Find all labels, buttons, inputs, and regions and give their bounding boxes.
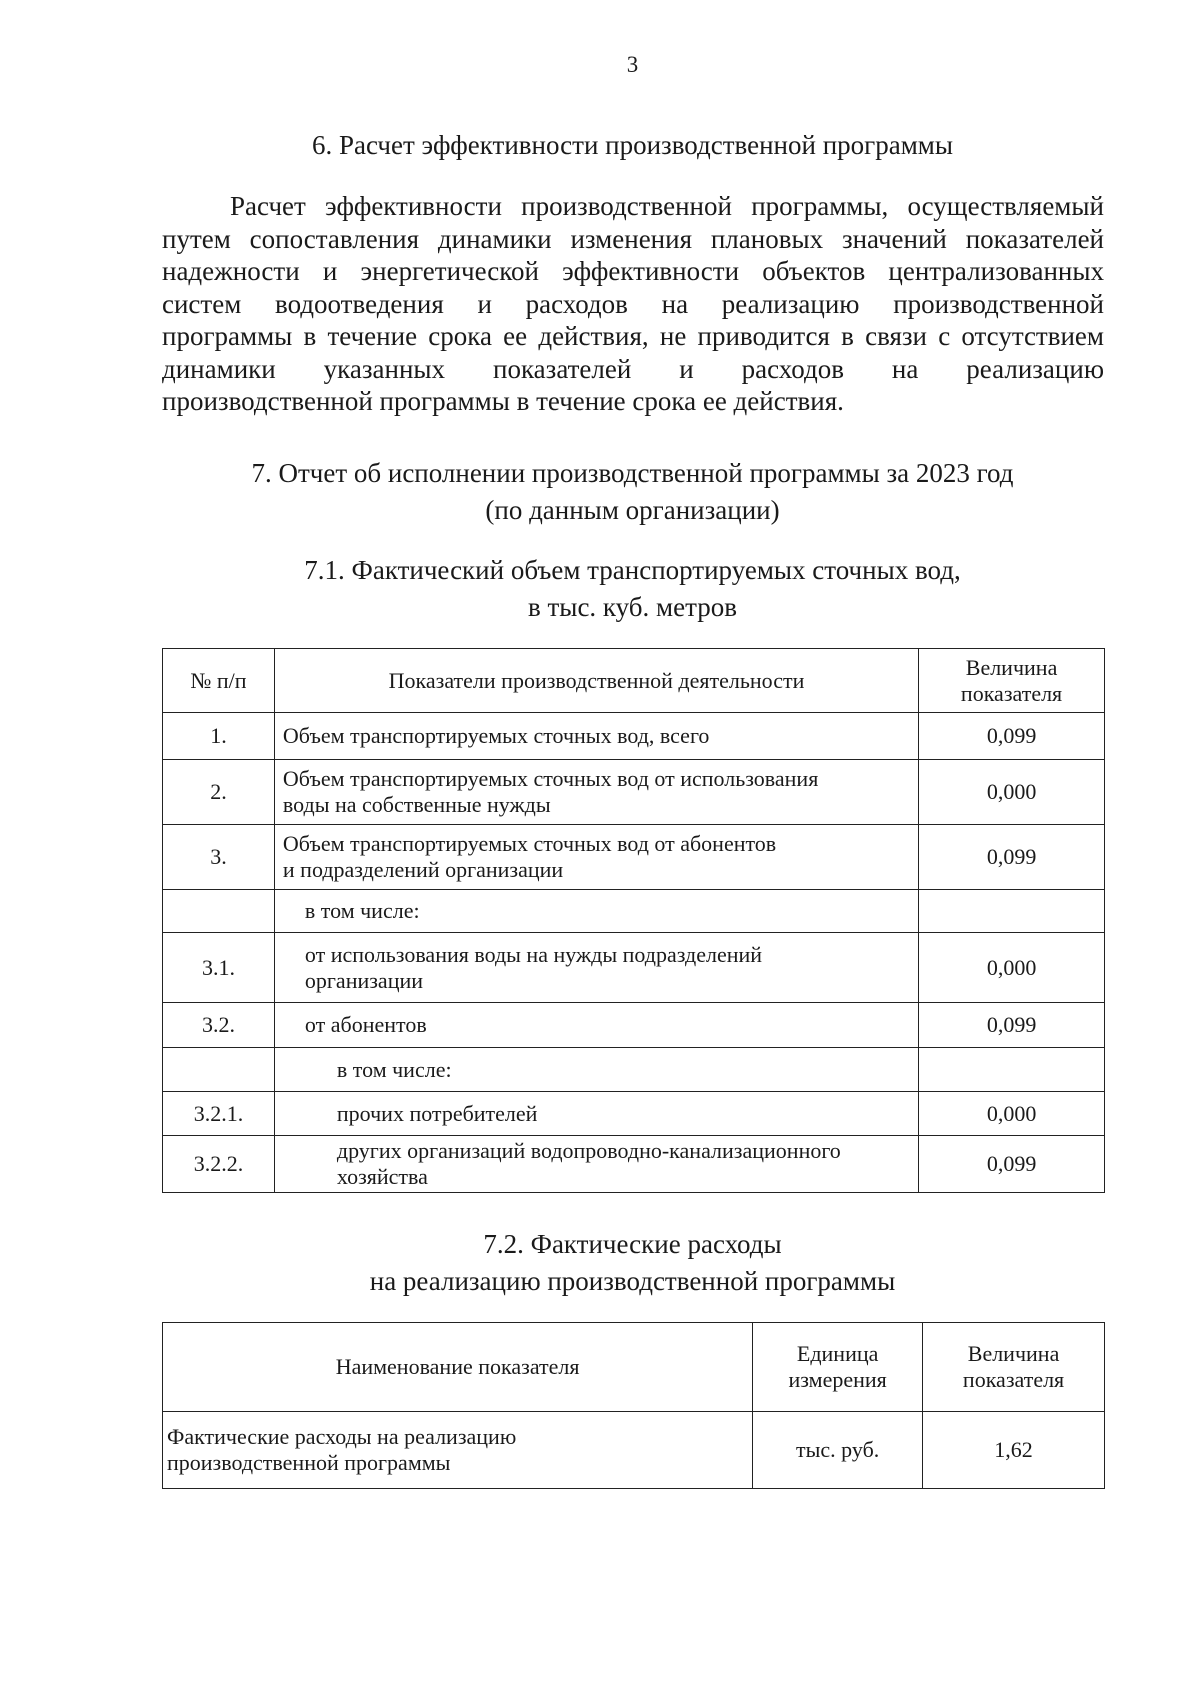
table-row <box>163 933 1105 1003</box>
header-value: Величина показателя <box>923 1323 1105 1412</box>
paragraph-line: надежности и энергетической эффективности объектов централизованных <box>162 256 1104 286</box>
row-unit: тыс. руб. <box>753 1412 923 1489</box>
volume-table <box>162 648 1105 1193</box>
section-7-1-title-line2: в тыс. куб. метров <box>528 592 737 622</box>
table-row <box>163 760 1105 825</box>
costs-table <box>162 1322 1105 1489</box>
section-7-2-title <box>0 1226 1200 1300</box>
row-num: 2. <box>163 760 275 825</box>
paragraph-line: Расчет эффективности производственной программы, осуществляемый <box>230 191 1104 221</box>
paragraph-line: систем водоотведения и расходов на реализацию производственной <box>162 288 1104 319</box>
table-row <box>163 1136 1105 1193</box>
row-value <box>919 1048 1105 1092</box>
section-7-1-title-line1: 7.1. Фактический объем транспортируемых сточных вод, <box>304 555 961 585</box>
row-num: 3.2.2. <box>163 1136 275 1193</box>
row-label: от использования воды на нужды подразделений организации <box>274 933 918 1003</box>
row-label: Объем транспортируемых сточных вод от использования воды на собственные нужды <box>274 760 918 825</box>
row-num: 3.2. <box>163 1003 275 1048</box>
row-num: 3. <box>163 825 275 890</box>
section-7-title-line2: (по данным организации) <box>485 495 780 525</box>
table-row <box>163 825 1105 890</box>
table-row <box>163 713 1105 760</box>
header-name: Наименование показателя <box>163 1323 753 1412</box>
header-num: № п/п <box>163 649 275 713</box>
paragraph-line: динамики указанных показателей и расходов на реализацию <box>162 353 1104 384</box>
table-row <box>163 1048 1105 1092</box>
table-header-row <box>163 649 1105 713</box>
row-label: от абонентов <box>274 1003 918 1048</box>
table-header-row <box>163 1323 1105 1412</box>
row-label: Объем транспортируемых сточных вод, всего <box>274 713 918 760</box>
table-row <box>163 1412 1105 1489</box>
row-value: 0,099 <box>919 713 1105 760</box>
row-value: 0,099 <box>919 1003 1105 1048</box>
table-row <box>163 890 1105 933</box>
row-num: 3.1. <box>163 933 275 1003</box>
section-7-title-line1: 7. Отчет об исполнении производственной программы за 2023 год <box>251 458 1014 488</box>
row-num: 1. <box>163 713 275 760</box>
row-label: Объем транспортируемых сточных вод от абонентов и подразделений организации <box>274 825 918 890</box>
paragraph-line: программы в течение срока ее действия, не приводится в связи с отсутствием <box>162 321 1104 351</box>
section-6-title: 6. Расчет эффективности производственной программы <box>311 130 954 160</box>
section-6-paragraph <box>162 190 1104 418</box>
row-label: в том числе: <box>274 890 918 933</box>
row-value <box>919 890 1105 933</box>
header-value: Величина показателя <box>919 649 1105 713</box>
row-value: 0,099 <box>919 1136 1105 1193</box>
row-label: других организаций водопроводно-канализационного хозяйства <box>274 1136 918 1193</box>
section-7-1-title <box>0 552 1200 626</box>
section-7-2-title-line1: 7.2. Фактические расходы <box>483 1229 782 1259</box>
paragraph-line: путем сопоставления динамики изменения плановых значений показателей <box>162 223 1104 254</box>
row-value: 0,099 <box>919 825 1105 890</box>
table-row <box>163 1003 1105 1048</box>
paragraph-line: производственной программы в течение срока ее действия. <box>162 386 844 416</box>
section-7-title <box>0 455 1200 529</box>
row-value: 1,62 <box>923 1412 1105 1489</box>
row-num <box>163 1048 275 1092</box>
row-value: 0,000 <box>919 1092 1105 1136</box>
page-number: 3 <box>626 52 639 77</box>
row-label: прочих потребителей <box>274 1092 918 1136</box>
row-num <box>163 890 275 933</box>
header-unit: Единица измерения <box>753 1323 923 1412</box>
header-indicator: Показатели производственной деятельности <box>274 649 918 713</box>
row-value: 0,000 <box>919 933 1105 1003</box>
table-row <box>163 1092 1105 1136</box>
section-7-2-title-line2: на реализацию производственной программы <box>369 1266 896 1296</box>
row-name: Фактические расходы на реализацию производственной программы <box>163 1412 753 1489</box>
row-num: 3.2.1. <box>163 1092 275 1136</box>
row-value: 0,000 <box>919 760 1105 825</box>
row-label: в том числе: <box>274 1048 918 1092</box>
